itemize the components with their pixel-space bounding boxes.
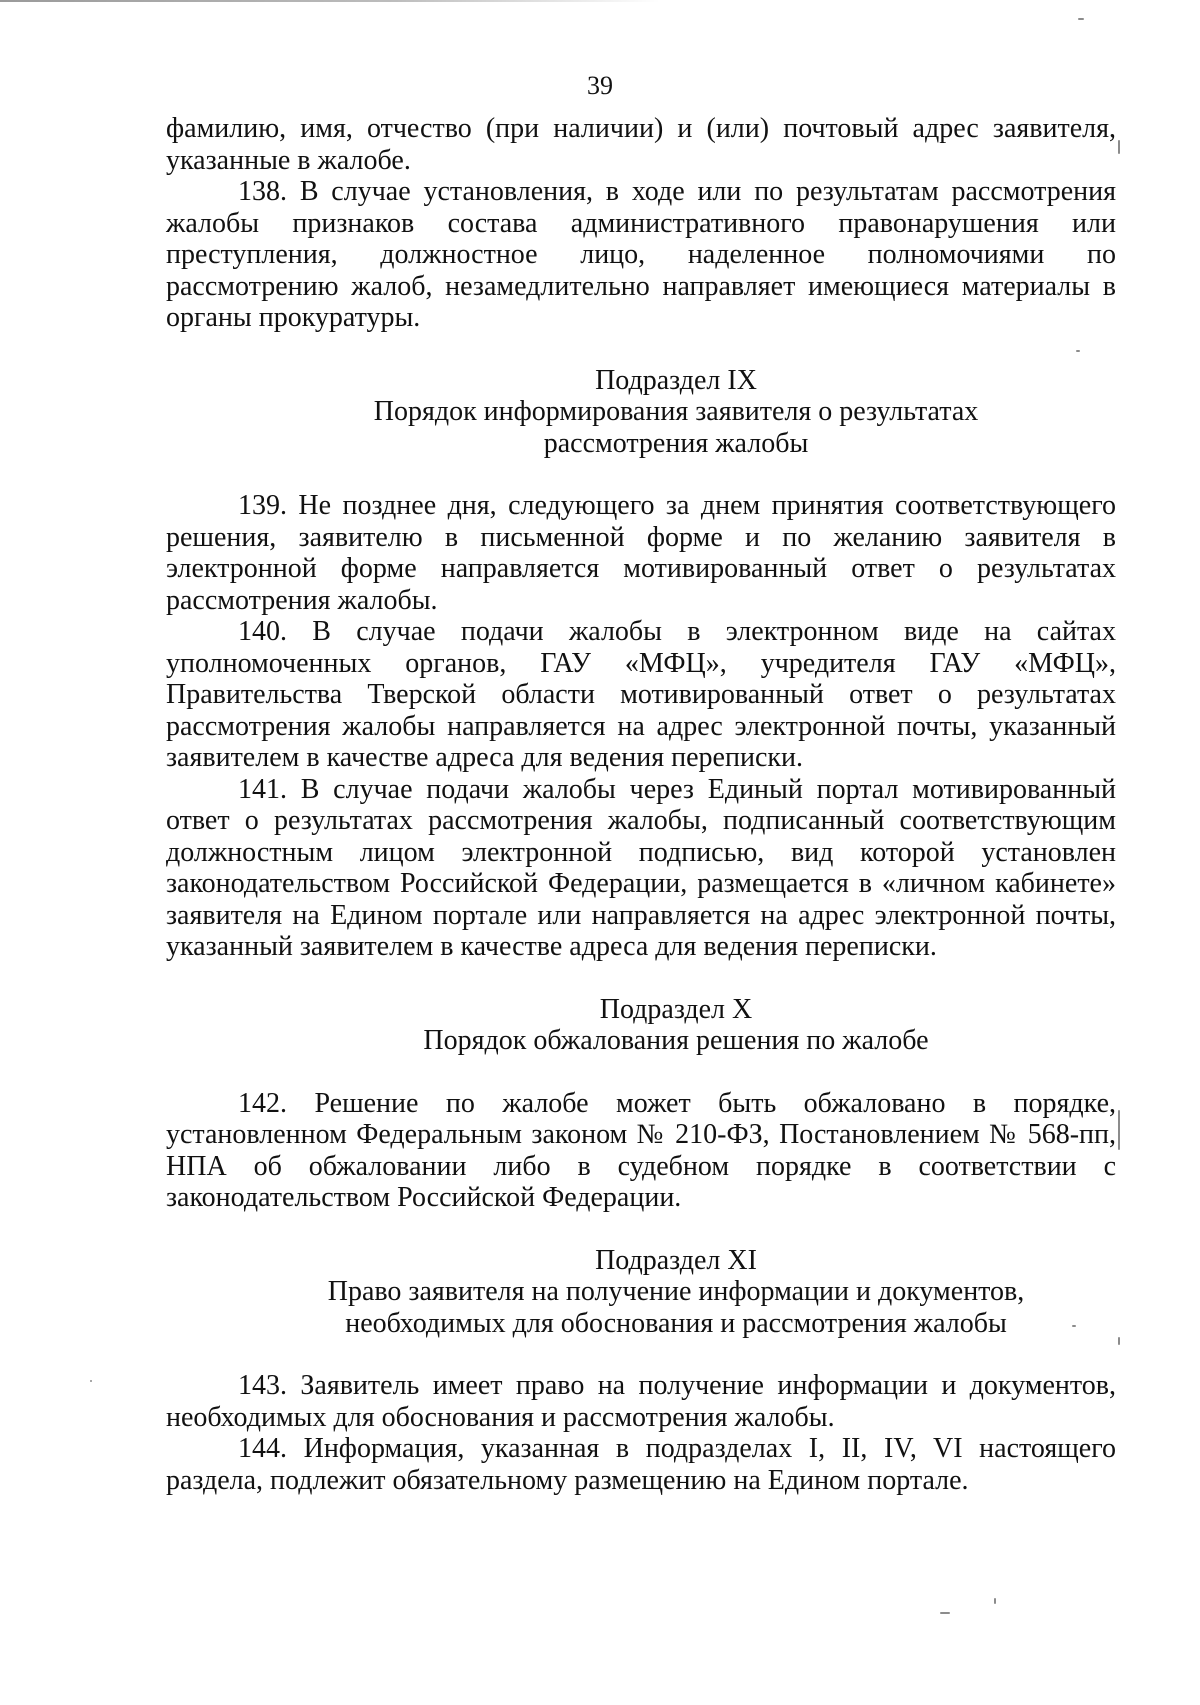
subsection-10-title: Подраздел X <box>599 993 753 1025</box>
paragraph-141: 141. В случае подачи жалобы через Единый портал мотивированный ответ о результатах рассмотрения жалобы, подписанный соответствующим должностным лицом электронной подписью, вид которой установлен законодательством Российской Федерации, размещается в «личном кабинете» заявителя на Едином портале или направляется на адрес электронной почты, указанный заявителем в качестве адреса для ведения переписки. <box>166 773 1116 962</box>
scan-speck <box>940 1612 950 1614</box>
subsection-11-subtitle-line-1: Право заявителя на получение информации и документов, <box>327 1276 1025 1307</box>
subsection-11-subtitle-line-2: необходимых для обоснования и рассмотрения жалобы <box>345 1307 1007 1339</box>
scan-speck <box>1118 1110 1120 1150</box>
paragraph-143: 143. Заявитель имеет право на получение информации и документов, необходимых для обоснования и рассмотрения жалобы. <box>166 1370 1116 1433</box>
scan-speck <box>994 1598 996 1604</box>
subsection-9-title: Подраздел IX <box>595 364 757 396</box>
paragraph-140: 140. В случае подачи жалобы в электронном виде на сайтах уполномоченных органов, ГАУ «МФЦ», учредителя ГАУ «МФЦ», Правительства Тверской области мотивированный ответ о результатах рассмотрения жалобы направляется на адрес электронной почты, указанный заявителем в качестве адреса для ведения переписки. <box>166 616 1116 773</box>
scan-speck <box>1072 1325 1076 1327</box>
page-number: 39 <box>587 71 613 100</box>
subsection-11-heading <box>166 1245 1116 1340</box>
scan-speck <box>1076 350 1080 352</box>
paragraph-139: 139. Не позднее дня, следующего за днем принятия соответствующего решения, заявителю в письменной форме и по желанию заявителя в электронной форме направляется мотивированный ответ о результатах рассмотрения жалобы. <box>166 490 1116 616</box>
paragraph-138: 138. В случае установления, в ходе или по результатам рассмотрения жалобы признаков состава административного правонарушения или преступления, должностное лицо, наделенное полномочиями по рассмотрению жалоб, незамедлительно направляет имеющиеся материалы в органы прокуратуры. <box>166 176 1116 333</box>
paragraph-142: 142. Решение по жалобе может быть обжаловано в порядке, установленном Федеральным законом № 210-ФЗ, Постановлением № 568-пп, НПА об обжаловании либо в судебном порядке в соответствии с законодательством Российской Федерации. <box>166 1087 1116 1213</box>
subsection-9-subtitle-line-1: Порядок информирования заявителя о результатах <box>373 396 979 427</box>
scan-speck <box>90 1380 92 1382</box>
subsection-9-heading <box>166 365 1116 460</box>
paragraph-continuation: фамилию, имя, отчество (при наличии) и (или) почтовый адрес заявителя, указанные в жалобе. <box>166 113 1116 176</box>
paragraph-144: 144. Информация, указанная в подразделах I, II, IV, VI настоящего раздела, подлежит обязательному размещению на Едином портале. <box>166 1433 1116 1496</box>
subsection-10-heading <box>166 994 1116 1057</box>
scan-top-edge <box>0 0 660 2</box>
scan-speck <box>1118 1337 1120 1345</box>
subsection-11-title: Подраздел XI <box>595 1244 757 1276</box>
document-body <box>166 113 1116 1496</box>
scan-speck <box>1118 140 1120 154</box>
scan-speck <box>1078 18 1084 20</box>
subsection-9-subtitle-line-2: рассмотрения жалобы <box>543 427 809 459</box>
subsection-10-subtitle-line-1: Порядок обжалования решения по жалобе <box>423 1025 929 1056</box>
